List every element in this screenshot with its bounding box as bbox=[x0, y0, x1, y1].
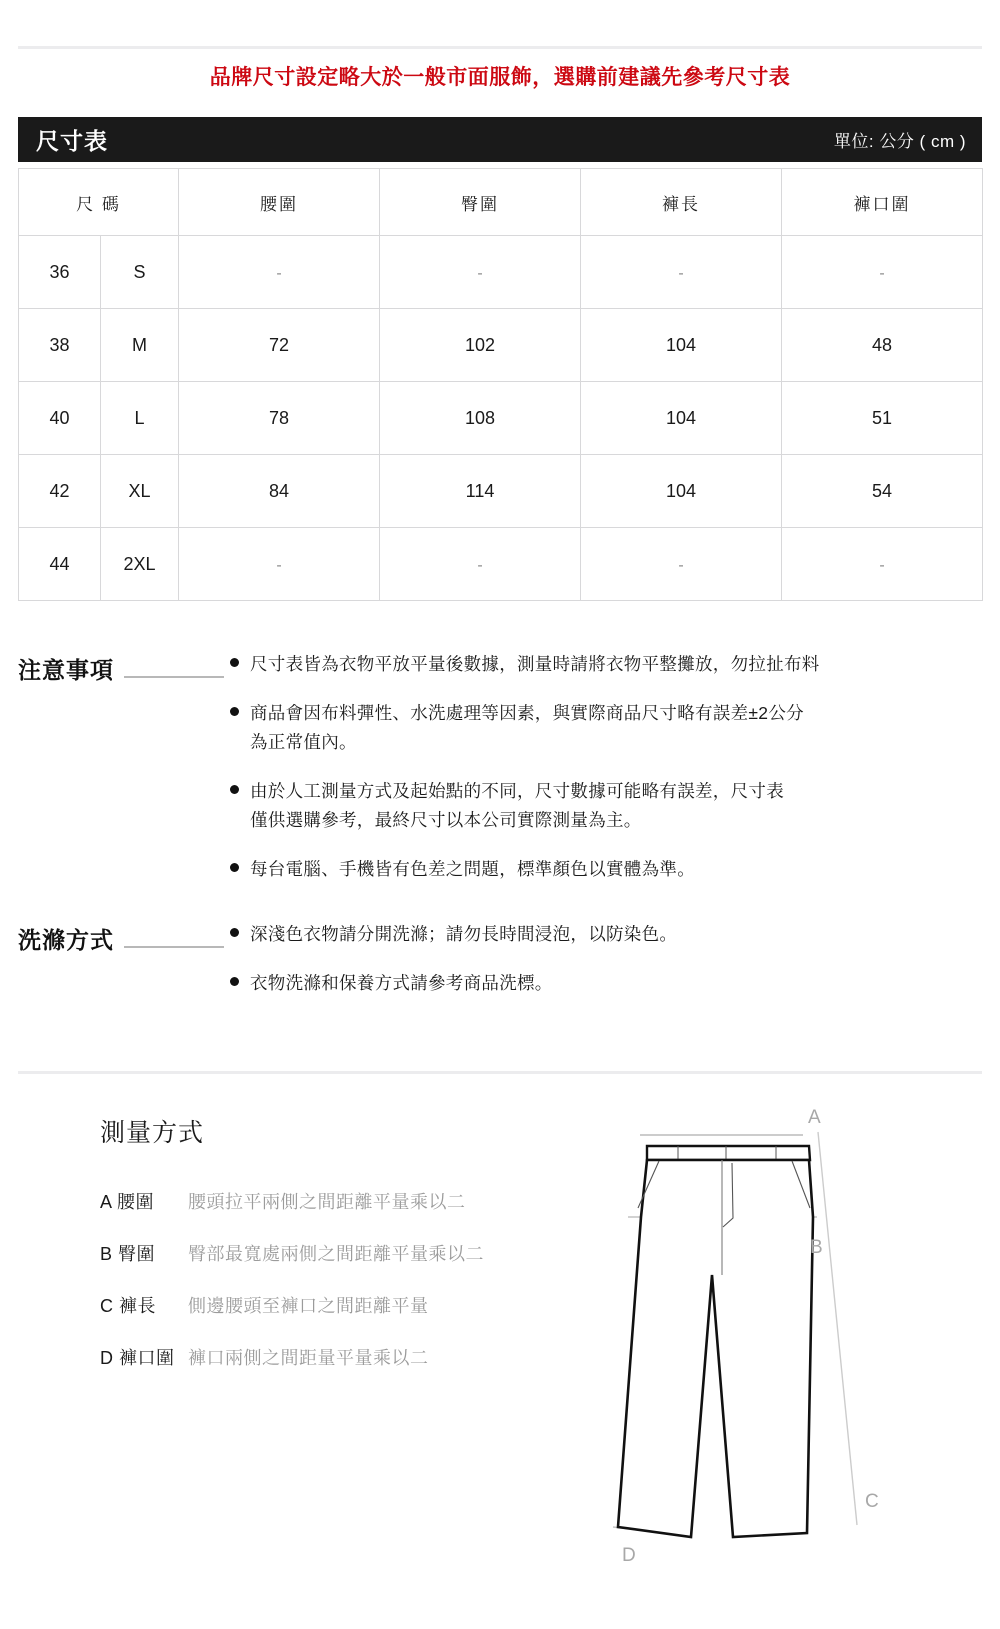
size-chart-header-bar bbox=[18, 117, 982, 162]
cell-hem bbox=[782, 528, 983, 601]
measurement-key: B 臀圍 bbox=[100, 1244, 156, 1264]
cell-waist bbox=[179, 236, 380, 309]
page-headline: 品牌尺寸設定略大於一般市面服飾，選購前建議先參考尺寸表 bbox=[209, 66, 791, 89]
diagram-label-b: B bbox=[810, 1237, 823, 1258]
wash-item-text: 深淺色衣物請分開洗滌；請勿長時間浸泡，以防染色。 bbox=[250, 924, 678, 944]
diagram-label-c: C bbox=[865, 1491, 879, 1512]
measurement-row bbox=[100, 1344, 560, 1370]
notice-item-text: 商品會因布料彈性、水洗處理等因素，與實際商品尺寸略有誤差±2公分 為正常值內。 bbox=[250, 703, 804, 752]
notice-item bbox=[230, 699, 982, 757]
cell-hip: 114 bbox=[380, 455, 581, 528]
cell-eu-size: 36 bbox=[19, 236, 101, 309]
cell-hem: 54 bbox=[782, 455, 983, 528]
measurement-row bbox=[100, 1240, 560, 1266]
bullet-icon bbox=[230, 863, 239, 872]
cell-hip: 102 bbox=[380, 309, 581, 382]
wash-label: 洗滌方式 bbox=[18, 927, 114, 953]
size-chart-title: 尺寸表 bbox=[36, 128, 108, 154]
cell-length: 104 bbox=[581, 309, 782, 382]
cell-eu-size: 38 bbox=[19, 309, 101, 382]
column-header-waist: 腰圍 bbox=[179, 169, 380, 236]
notice-item-text: 每台電腦、手機皆有色差之問題，標準顏色以實體為準。 bbox=[250, 859, 695, 879]
wash-group bbox=[18, 920, 982, 1018]
table-header-row bbox=[19, 169, 983, 236]
notice-label-cell bbox=[18, 650, 230, 685]
notice-group bbox=[18, 650, 982, 904]
cell-alpha-size: S bbox=[101, 236, 179, 309]
bullet-icon bbox=[230, 928, 239, 937]
table-row bbox=[19, 236, 983, 309]
notice-item-text: 尺寸表皆為衣物平放平量後數據，測量時請將衣物平整攤放，勿拉扯布料 bbox=[250, 654, 820, 674]
bullet-icon bbox=[230, 977, 239, 986]
cell-waist bbox=[179, 528, 380, 601]
cell-eu-size: 44 bbox=[19, 528, 101, 601]
cell-hip bbox=[380, 528, 581, 601]
cell-hip: 108 bbox=[380, 382, 581, 455]
measurement-key: C 褲長 bbox=[100, 1296, 156, 1316]
wash-label-cell bbox=[18, 920, 230, 955]
cell-hem: 48 bbox=[782, 309, 983, 382]
cell-length bbox=[581, 528, 782, 601]
diagram-label-a: A bbox=[808, 1107, 821, 1128]
wash-dash bbox=[124, 946, 224, 948]
wash-item-list bbox=[230, 920, 982, 1018]
empty-value: - bbox=[477, 556, 483, 574]
notice-item bbox=[230, 855, 982, 884]
measurement-description: 腰頭拉平兩側之間距離平量乘以二 bbox=[188, 1192, 466, 1212]
diagram-label-d: D bbox=[622, 1545, 636, 1566]
empty-value: - bbox=[879, 556, 885, 574]
wash-item bbox=[230, 969, 982, 998]
measurement-row bbox=[100, 1188, 560, 1214]
size-table bbox=[18, 168, 983, 601]
notice-label: 注意事項 bbox=[18, 657, 114, 683]
cell-length: 104 bbox=[581, 382, 782, 455]
cell-alpha-size: L bbox=[101, 382, 179, 455]
size-chart-unit: 單位: 公分 ( cm ) bbox=[833, 132, 966, 151]
measurement-section bbox=[100, 1113, 560, 1396]
measurement-description: 褲口兩側之間距量平量乘以二 bbox=[188, 1348, 429, 1368]
cell-alpha-size: M bbox=[101, 309, 179, 382]
cell-hem: 51 bbox=[782, 382, 983, 455]
cell-waist: 84 bbox=[179, 455, 380, 528]
bullet-icon bbox=[230, 658, 239, 667]
table-row bbox=[19, 455, 983, 528]
cell-length bbox=[581, 236, 782, 309]
pants-diagram bbox=[560, 1075, 990, 1615]
table-row bbox=[19, 309, 983, 382]
measurement-key: A 腰圍 bbox=[100, 1192, 155, 1212]
column-header-length: 褲長 bbox=[581, 169, 782, 236]
column-header-size: 尺 碼 bbox=[19, 169, 179, 236]
notice-dash bbox=[124, 676, 224, 678]
notes-section bbox=[18, 650, 982, 1018]
notice-item-list bbox=[230, 650, 982, 904]
cell-length: 104 bbox=[581, 455, 782, 528]
measurement-divider bbox=[18, 1071, 982, 1074]
empty-value: - bbox=[678, 264, 684, 282]
cell-eu-size: 40 bbox=[19, 382, 101, 455]
cell-waist: 78 bbox=[179, 382, 380, 455]
cell-hip bbox=[380, 236, 581, 309]
column-header-hip: 臀圍 bbox=[380, 169, 581, 236]
table-row bbox=[19, 382, 983, 455]
cell-alpha-size: 2XL bbox=[101, 528, 179, 601]
measurement-title: 測量方式 bbox=[100, 1119, 205, 1147]
cell-hem bbox=[782, 236, 983, 309]
wash-item-text: 衣物洗滌和保養方式請參考商品洗標。 bbox=[250, 973, 553, 993]
notice-item bbox=[230, 650, 982, 679]
empty-value: - bbox=[678, 556, 684, 574]
bullet-icon bbox=[230, 707, 239, 716]
measurement-key: D 褲口圍 bbox=[100, 1348, 175, 1368]
cell-alpha-size: XL bbox=[101, 455, 179, 528]
bullet-icon bbox=[230, 785, 239, 794]
column-header-hem: 褲口圍 bbox=[782, 169, 983, 236]
cell-eu-size: 42 bbox=[19, 455, 101, 528]
top-divider bbox=[18, 46, 982, 49]
measurement-description: 側邊腰頭至褲口之間距離平量 bbox=[188, 1296, 429, 1316]
measurement-description: 臀部最寬處兩側之間距離平量乘以二 bbox=[188, 1244, 484, 1264]
measurement-row bbox=[100, 1292, 560, 1318]
table-row bbox=[19, 528, 983, 601]
empty-value: - bbox=[477, 264, 483, 282]
notice-item bbox=[230, 777, 982, 835]
cell-waist: 72 bbox=[179, 309, 380, 382]
notice-item-text: 由於人工測量方式及起始點的不同，尺寸數據可能略有誤差，尺寸表 僅供選購參考，最終尺寸以本公司實際測量為主。 bbox=[250, 781, 784, 830]
wash-item bbox=[230, 920, 982, 949]
empty-value: - bbox=[879, 264, 885, 282]
empty-value: - bbox=[276, 264, 282, 282]
empty-value: - bbox=[276, 556, 282, 574]
